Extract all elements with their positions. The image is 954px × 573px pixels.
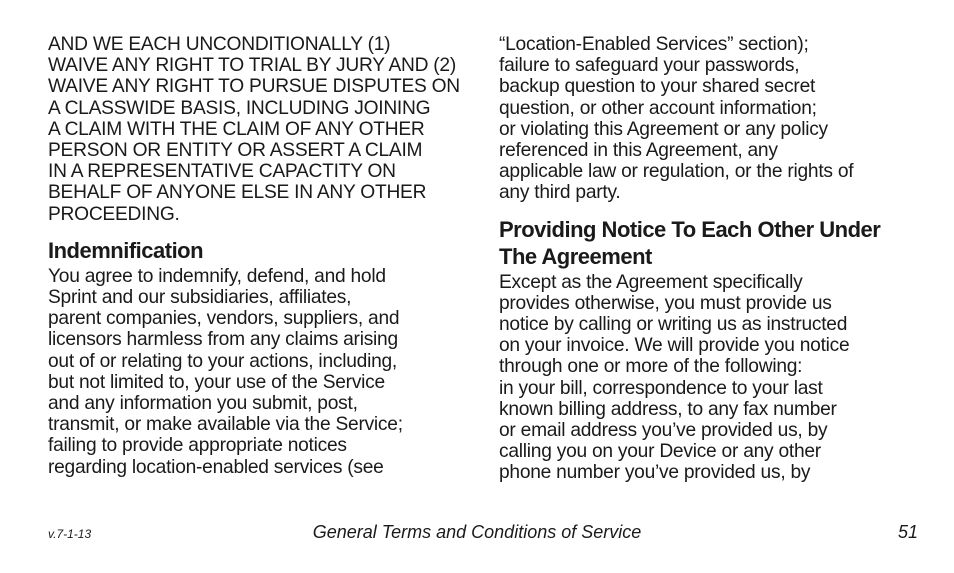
indemnification-heading: Indemnification	[48, 237, 204, 263]
right-column	[499, 34, 921, 484]
providing-notice-heading: Providing Notice To Each Other Under The Agreement	[499, 216, 881, 269]
page-number: 51	[897, 522, 918, 542]
version-label: v.7-1-13	[48, 527, 92, 541]
arbitration-waiver-paragraph: AND WE EACH UNCONDITIONALLY (1) WAIVE ANY RIGHT TO TRIAL BY JURY AND (2) WAIVE ANY RIGHT TO PURSUE DISPUTES ON A CLASSWIDE BASIS, INCLUDING JOINING A CLAIM WITH THE CLAIM OF ANY OTHER PERSON OR ENTITY OR ASSERT A CLAIM IN A REPRESENTATIVE CAPACTITY ON BEHALF OF ANYONE ELSE IN ANY OTHER PROCEEDING.	[48, 34, 460, 225]
providing-notice-paragraph: Except as the Agreement specifically provides otherwise, you must provide us notice by calling or writing us as instructed on your invoice. We will provide you notice through one or more of the following: in your bill, correspondence to your last known billing address, to any fax number or email address you’ve provided us, by calling you on your Device or any other phone number you’ve provided us, by	[499, 271, 850, 484]
footer-title: General Terms and Conditions of Service	[312, 522, 642, 542]
indemnification-paragraph: You agree to indemnify, defend, and hold Sprint and our subsidiaries, affiliates, parent companies, vendors, suppliers, and licensors harmless from any claims arising out of or relating to your actions, including, but not limited to, your use of the Service and any information you submit, post, transmit, or make available via the Service; failing to provide appropriate notices regarding location-enabled services (see	[48, 265, 403, 478]
left-column	[48, 34, 468, 478]
page-footer	[0, 520, 954, 544]
indemnification-continued-paragraph: “Location-Enabled Services” section); failure to safeguard your passwords, backup question to your shared secret question, or other account information; or violating this Agreement or any policy referenced in this Agreement, any applicable law or regulation, or the rights of any third party.	[499, 34, 854, 204]
